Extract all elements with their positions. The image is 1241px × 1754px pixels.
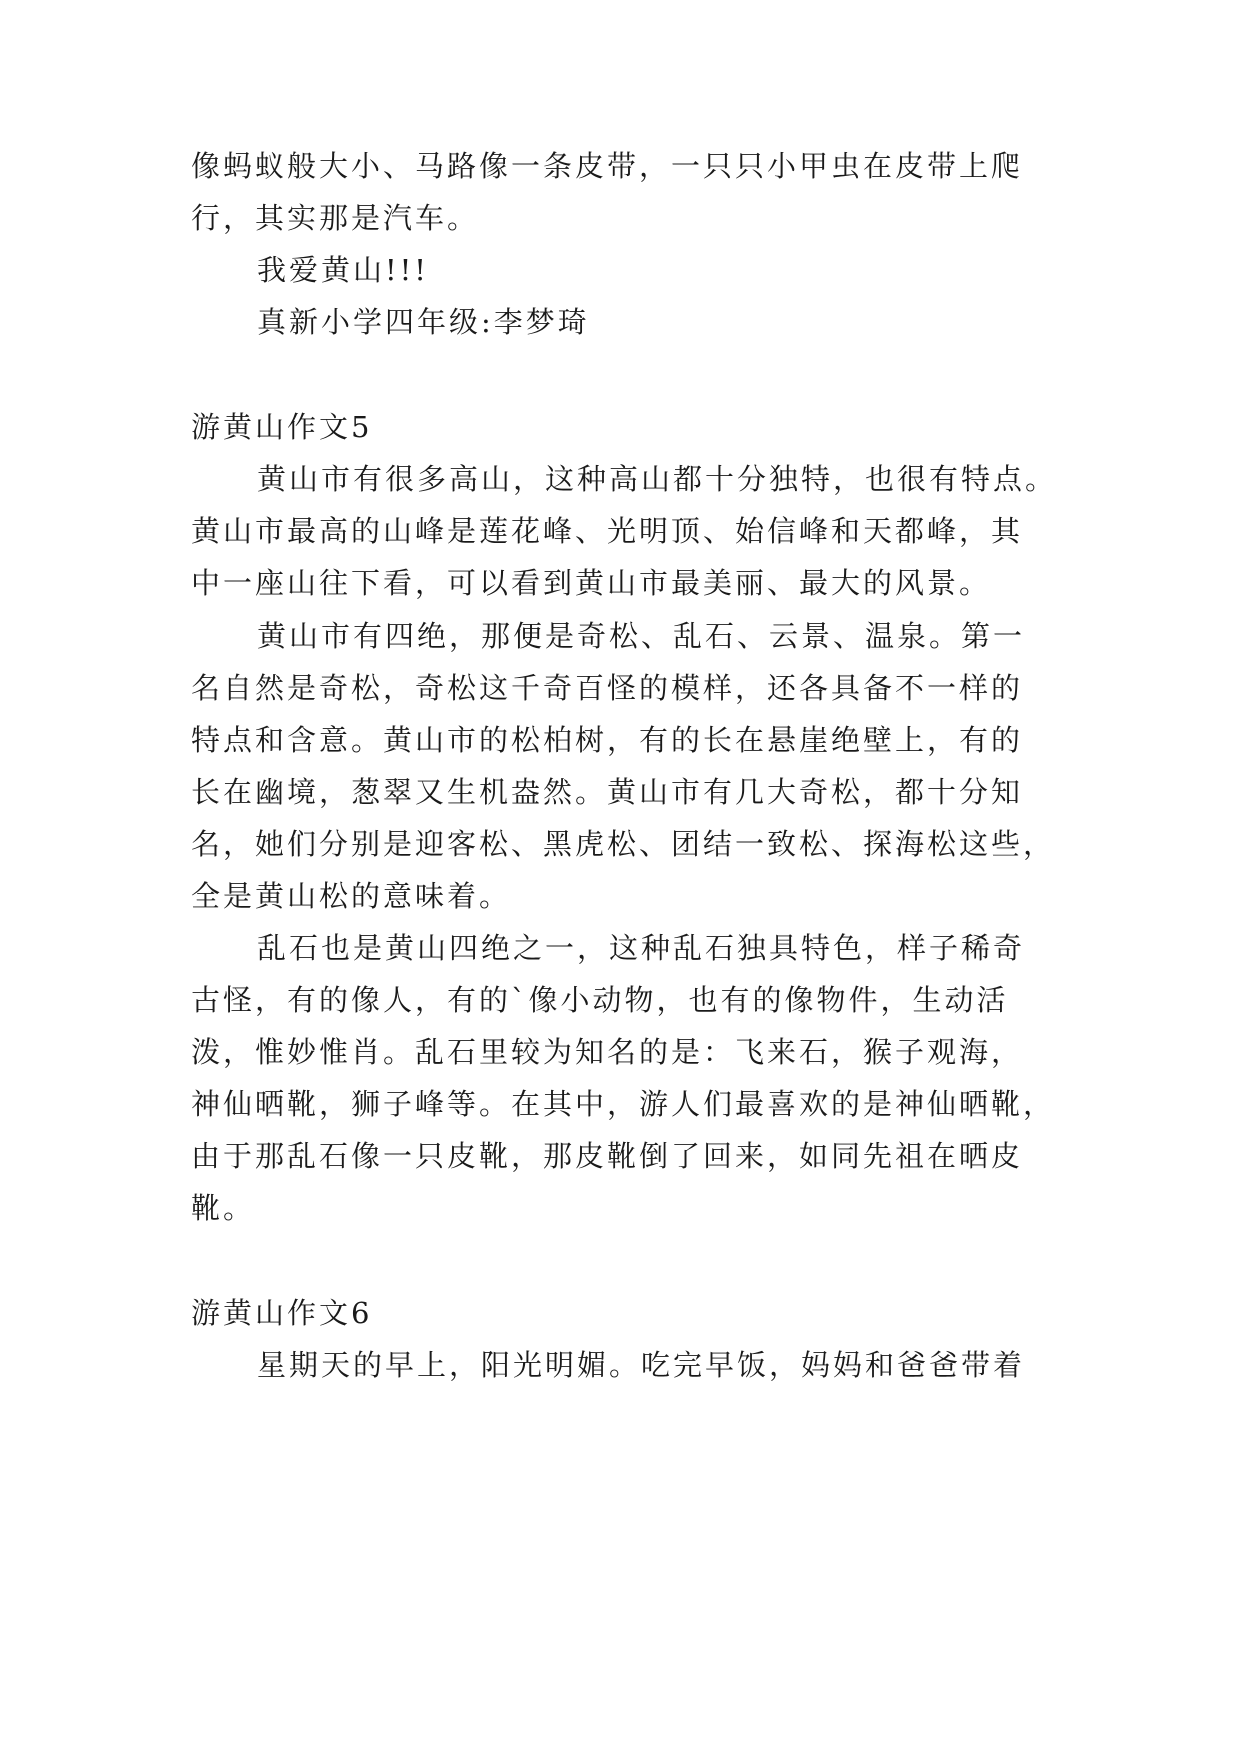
section-heading: 游黄山作文5	[191, 410, 373, 444]
paragraph-line: 黄山市最高的山峰是莲花峰、光明顶、始信峰和天都峰，其	[191, 514, 1024, 548]
paragraph-line: 名自然是奇松，奇松这千奇百怪的模样，还各具备不一样的	[191, 671, 1024, 705]
paragraph-line: 中一座山往下看，可以看到黄山市最美丽、最大的风景。	[191, 566, 992, 600]
paragraph-line: 由于那乱石像一只皮靴，那皮靴倒了回来，如同先祖在晒皮	[191, 1139, 1024, 1173]
body-text-line: 像蚂蚁般大小、马路像一条皮带，一只只小甲虫在皮带上爬	[191, 149, 1024, 183]
paragraph-line: 靴。	[191, 1191, 256, 1225]
paragraph-line: 泼，惟妙惟肖。乱石里较为知名的是：飞来石，猴子观海，	[191, 1035, 1024, 1069]
paragraph-line: 全是黄山松的意味着。	[191, 879, 512, 913]
paragraph-line: 乱石也是黄山四绝之一，这种乱石独具特色，样子稀奇	[257, 931, 1026, 965]
closing-line: 我爱黄山!!!	[257, 253, 429, 287]
section-heading: 游黄山作文6	[191, 1296, 373, 1330]
paragraph-line: 名，她们分别是迎客松、黑虎松、团结一致松、探海松这些，	[191, 827, 1056, 861]
paragraph-line: 神仙晒靴，狮子峰等。在其中，游人们最喜欢的是神仙晒靴，	[191, 1087, 1056, 1121]
paragraph-line: 黄山市有四绝，那便是奇松、乱石、云景、温泉。第一	[257, 619, 1026, 653]
paragraph-line: 长在幽境，葱翠又生机盎然。黄山市有几大奇松，都十分知	[191, 775, 1024, 809]
paragraph-line: 黄山市有很多高山，这种高山都十分独特，也很有特点。	[257, 462, 1058, 496]
paragraph-line: 特点和含意。黄山市的松柏树，有的长在悬崖绝壁上，有的	[191, 723, 1024, 757]
paragraph-line: 星期天的早上，阳光明媚。吃完早饭，妈妈和爸爸带着	[257, 1348, 1026, 1382]
paragraph-line: 古怪，有的像人，有的`像小动物，也有的像物件，生动活	[191, 983, 1009, 1017]
body-text-line: 行，其实那是汽车。	[191, 201, 480, 235]
signature: 真新小学四年级:李梦琦	[257, 305, 590, 339]
